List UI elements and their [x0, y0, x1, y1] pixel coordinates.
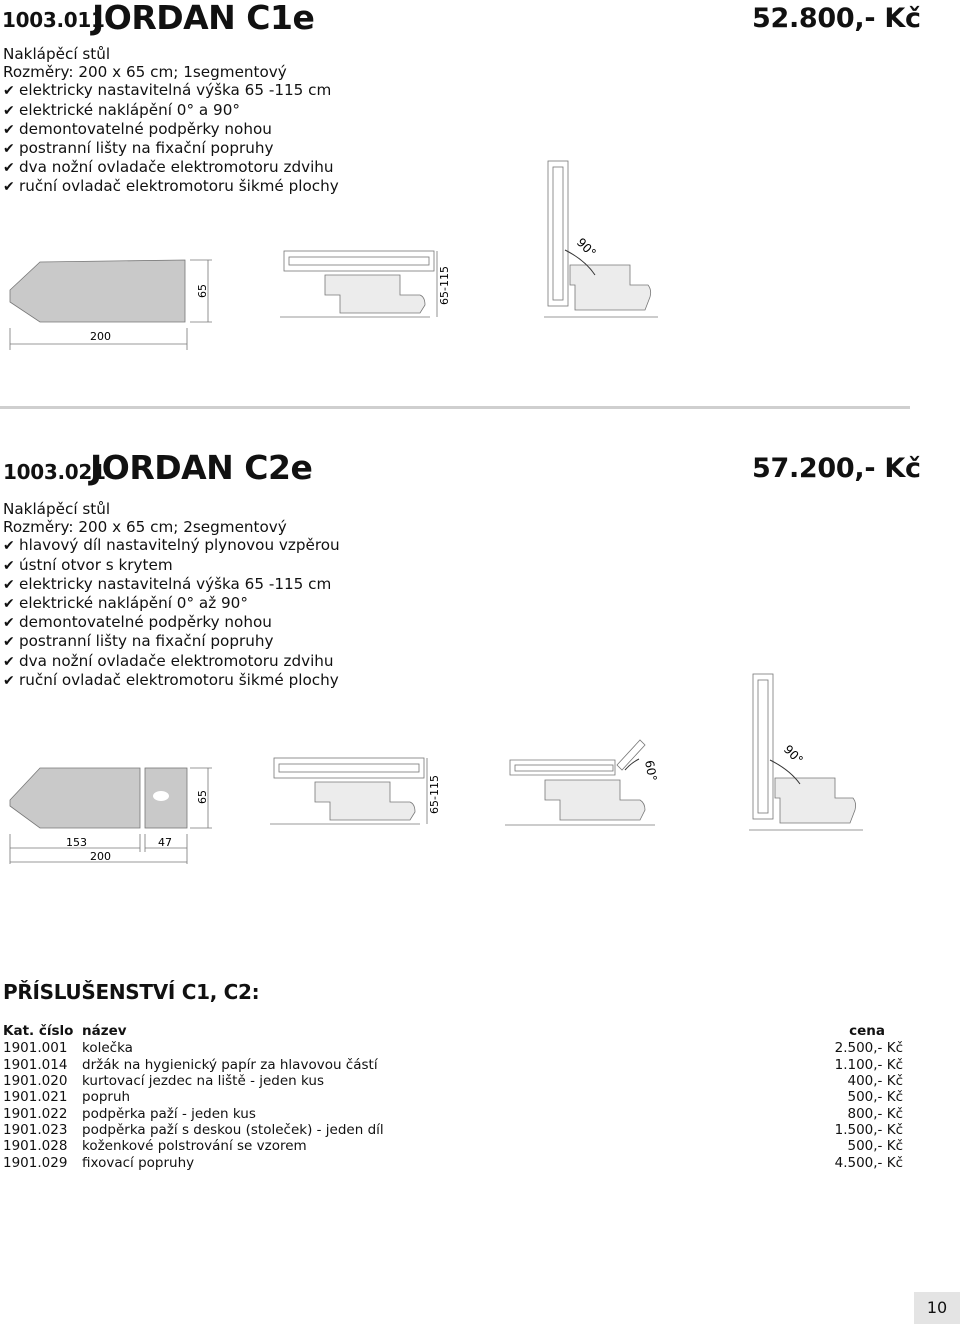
- product-2-description: [3, 500, 340, 690]
- accessories-title: PŘÍSLUŠENSTVÍ C1, C2:: [3, 980, 260, 1004]
- product-1-name: JORDAN C1e: [92, 0, 315, 37]
- header-name: název: [82, 1023, 127, 1039]
- checkmark-icon: ✔: [3, 121, 15, 138]
- checkmark-icon: ✔: [3, 83, 15, 100]
- checkmark-icon: ✔: [3, 672, 15, 689]
- range-dim-label: 65-115: [428, 775, 441, 814]
- segment-1-dim-label: 153: [66, 836, 87, 849]
- feature-item: ✔ ústní otvor s krytem: [3, 555, 173, 574]
- product-1-type: Naklápěcí stůl: [3, 45, 111, 63]
- checkmark-icon: ✔: [3, 141, 15, 158]
- feature-item: ✔ elektricky nastavitelná výška 65 -115 cm: [3, 574, 332, 593]
- feature-item: ✔ demontovatelné podpěrky nohou: [3, 119, 272, 138]
- feature-item: ✔ elektrické naklápění 0° a 90°: [3, 100, 240, 119]
- table-row: 1901.029 fixovací popruhy 4.500,- Kč: [3, 1154, 903, 1171]
- checkmark-icon: ✔: [3, 653, 15, 670]
- product-2-side-view-diagram: [270, 752, 450, 832]
- product-2-top-view-diagram: [0, 760, 225, 870]
- table-header: [3, 1023, 903, 1039]
- product-1-description: [3, 45, 339, 197]
- face-hole-icon: [153, 791, 169, 801]
- height-dim-label: 65: [196, 790, 209, 804]
- length-dim-label: 200: [90, 330, 111, 343]
- head-angle-label: 60°: [642, 759, 660, 783]
- product-2-dimensions: Rozměry: 200 x 65 cm; 2segmentový: [3, 518, 287, 537]
- checkmark-icon: ✔: [3, 634, 15, 651]
- product-1-top-view-diagram: [0, 250, 225, 355]
- checkmark-icon: ✔: [3, 576, 15, 593]
- segment-2-dim-label: 47: [158, 836, 172, 849]
- feature-item: ✔ dva nožní ovladače elektromotoru zdvihu: [3, 158, 334, 177]
- checkmark-icon: ✔: [3, 179, 15, 196]
- product-1-code: 1003.011: [2, 8, 105, 32]
- product-2-head-tilt-diagram: [505, 725, 675, 835]
- checkmark-icon: ✔: [3, 538, 15, 555]
- product-1-side-view-diagram: [280, 245, 460, 325]
- feature-item: ✔ ruční ovladač elektromotoru šikmé plochy: [3, 177, 339, 196]
- checkmark-icon: ✔: [3, 615, 15, 632]
- angle-label: 90°: [780, 742, 806, 768]
- feature-item: ✔ demontovatelné podpěrky nohou: [3, 613, 272, 632]
- height-dim-label: 65: [196, 284, 209, 298]
- checkmark-icon: ✔: [3, 160, 15, 177]
- table-row: 1901.021 popruh 500,- Kč: [3, 1089, 903, 1106]
- feature-item: ✔ dva nožní ovladače elektromotoru zdvihu: [3, 651, 334, 670]
- table-row: 1901.020 kurtovací jezdec na liště - jeden kus 400,- Kč: [3, 1073, 903, 1089]
- feature-item: ✔ postranní lišty na fixační popruhy: [3, 632, 274, 651]
- checkmark-icon: ✔: [3, 596, 15, 613]
- product-2-type: Naklápěcí stůl: [3, 500, 111, 518]
- product-2-code: 1003.021: [3, 460, 106, 484]
- table-row: 1901.001 kolečka 2.500,- Kč: [3, 1040, 903, 1056]
- section-divider: [0, 406, 910, 409]
- header-price: cena: [849, 1023, 885, 1039]
- feature-item: ✔ elektrické naklápění 0° až 90°: [3, 594, 248, 613]
- product-2-name: JORDAN C2e: [90, 448, 313, 487]
- page-number: 10: [914, 1292, 960, 1324]
- feature-item: ✔ postranní lišty na fixační popruhy: [3, 139, 274, 158]
- angle-label: 90°: [573, 235, 599, 261]
- feature-item: ✔ hlavový díl nastavitelný plynovou vzpěrou: [3, 536, 340, 555]
- product-1-dimensions: Rozměry: 200 x 65 cm; 1segmentový: [3, 63, 287, 82]
- checkmark-icon: ✔: [3, 102, 15, 119]
- range-dim-label: 65-115: [438, 266, 451, 305]
- product-2-price: 57.200,- Kč: [752, 453, 921, 484]
- length-dim-label: 200: [90, 850, 111, 863]
- table-row: 1901.023 podpěrka paží s deskou (stoleček) - jeden díl 1.500,- Kč: [3, 1121, 903, 1138]
- product-1-price: 52.800,- Kč: [752, 3, 921, 34]
- table-row: 1901.028 koženkové polstrování se vzorem 500,- Kč: [3, 1138, 903, 1155]
- table-row: 1901.022 podpěrka paží - jeden kus 800,- Kč: [3, 1105, 903, 1122]
- feature-item: ✔ ruční ovladač elektromotoru šikmé plochy: [3, 670, 339, 689]
- product-2-tilt-view-diagram: [745, 668, 870, 838]
- checkmark-icon: ✔: [3, 557, 15, 574]
- table-row: 1901.014 držák na hygienický papír za hlavovou částí 1.100,- Kč: [3, 1056, 903, 1073]
- product-1-tilt-view-diagram: [540, 155, 665, 325]
- header-code: Kat. číslo: [3, 1023, 74, 1039]
- feature-item: ✔ elektricky nastavitelná výška 65 -115 cm: [3, 81, 332, 100]
